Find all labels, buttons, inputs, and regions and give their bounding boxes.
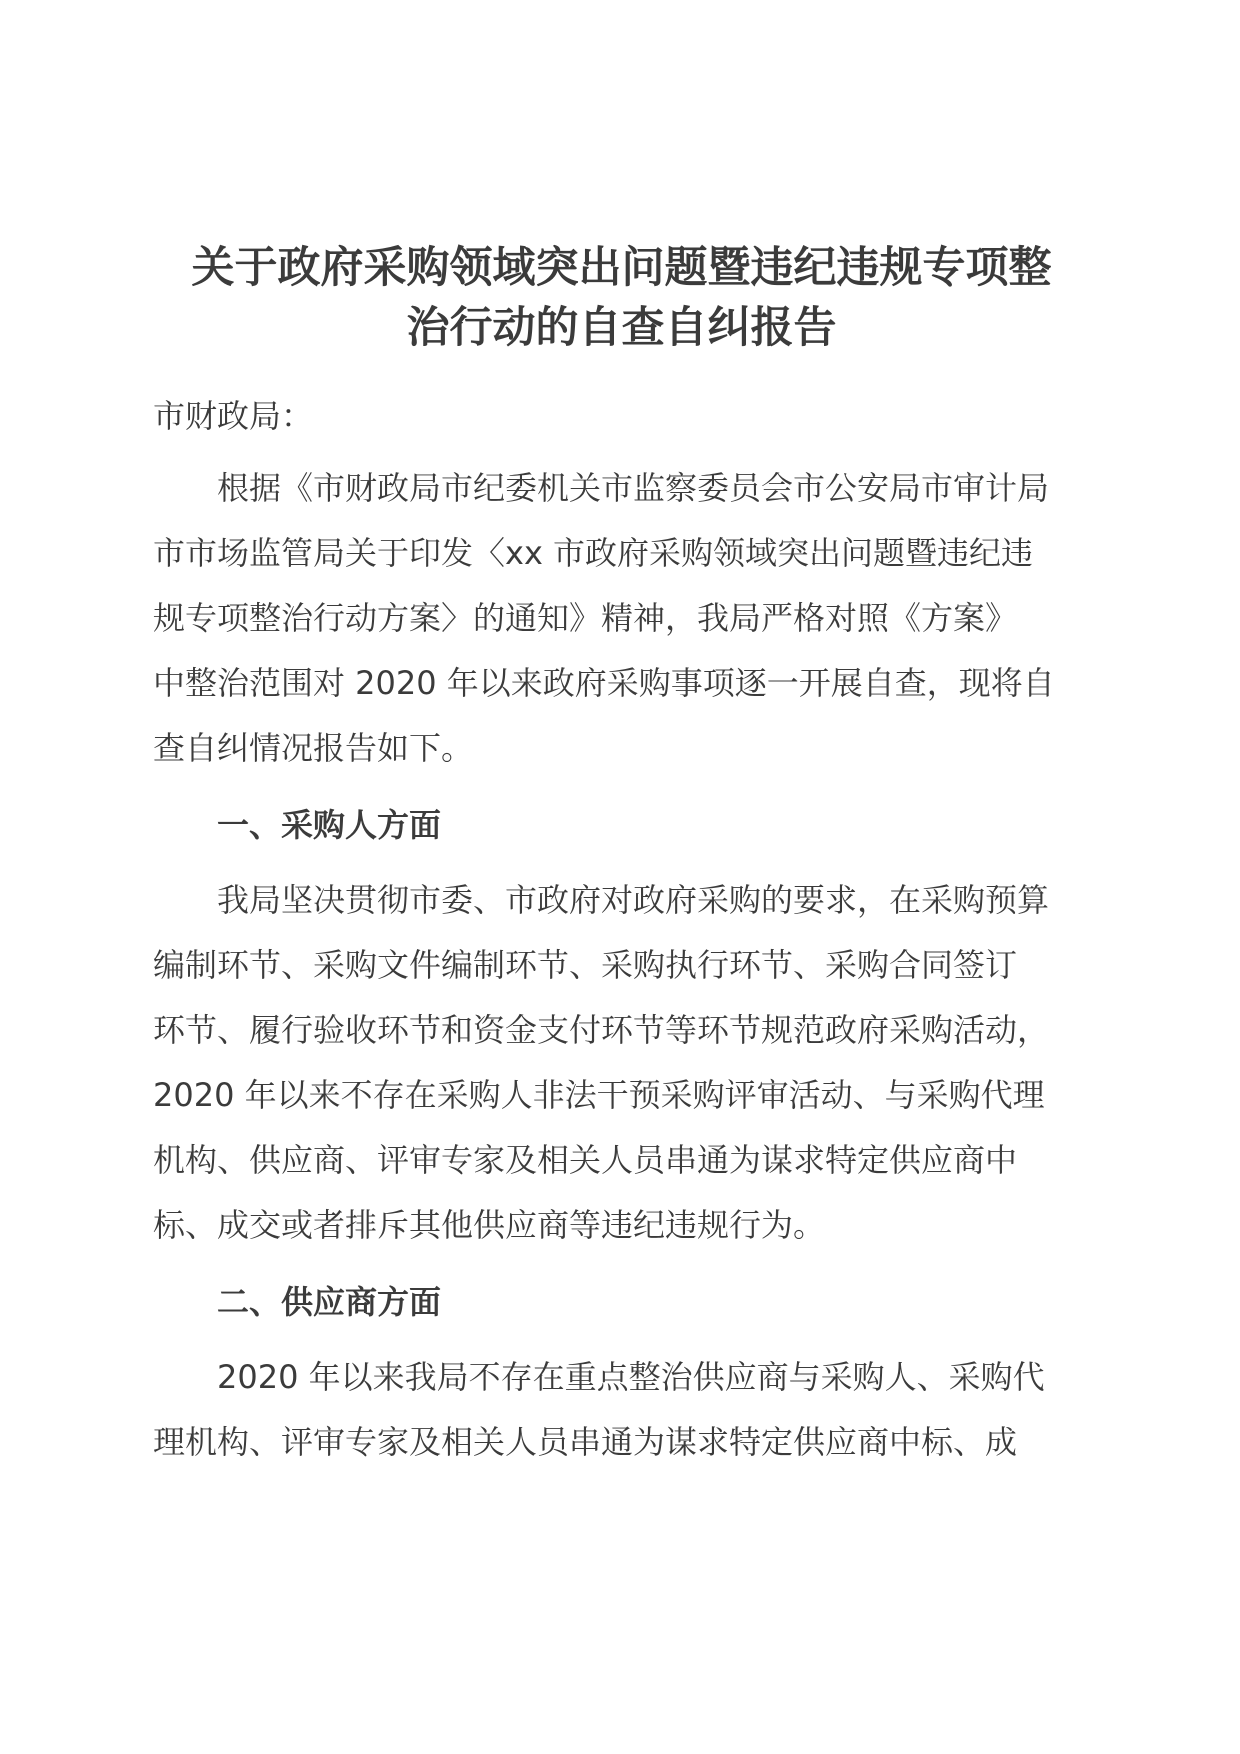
document-title	[153, 238, 1090, 358]
title-line-2: 治行动的自查自纠报告	[406, 303, 837, 353]
purchaser-line-5: 机构、供应商、评审专家及相关人员串通为谋求特定供应商中	[153, 1141, 1018, 1179]
purchaser-line-6: 标、成交或者排斥其他供应商等违纪违规行为。	[153, 1206, 826, 1244]
section-purchaser-paragraph	[153, 868, 1090, 1258]
section-heading-purchaser: 一、采购人方面	[217, 806, 442, 844]
intro-line-4: 中整治范围对 2020 年以来政府采购事项逐一开展自查，现将自	[153, 664, 1055, 702]
supplier-line-1: 2020 年以来我局不存在重点整治供应商与采购人、采购代	[217, 1358, 1045, 1396]
title-line-1: 关于政府采购领域突出问题暨违纪违规专项整	[191, 243, 1052, 293]
section-supplier-paragraph	[153, 1345, 1090, 1475]
purchaser-line-2: 编制环节、采购文件编制环节、采购执行环节、采购合同签订	[153, 946, 1018, 984]
purchaser-line-1: 我局坚决贯彻市委、市政府对政府采购的要求，在采购预算	[217, 881, 1050, 919]
supplier-line-2: 理机构、评审专家及相关人员串通为谋求特定供应商中标、成	[153, 1423, 1018, 1461]
intro-line-3: 规专项整治行动方案〉的通知》精神，我局严格对照《方案》	[153, 599, 1018, 637]
intro-line-1: 根据《市财政局市纪委机关市监察委员会市公安局市审计局	[217, 469, 1050, 507]
intro-paragraph	[153, 456, 1090, 781]
intro-line-2: 市市场监管局关于印发〈xx 市政府采购领域突出问题暨违纪违	[153, 534, 1034, 572]
intro-line-5: 查自纠情况报告如下。	[153, 729, 474, 767]
purchaser-line-3: 环节、履行验收环节和资金支付环节等环节规范政府采购活动，	[153, 1011, 1050, 1049]
purchaser-line-4: 2020 年以来不存在采购人非法干预采购评审活动、与采购代理	[153, 1076, 1045, 1114]
salutation: 市财政局：	[153, 397, 314, 435]
section-heading-supplier: 二、供应商方面	[217, 1283, 442, 1321]
